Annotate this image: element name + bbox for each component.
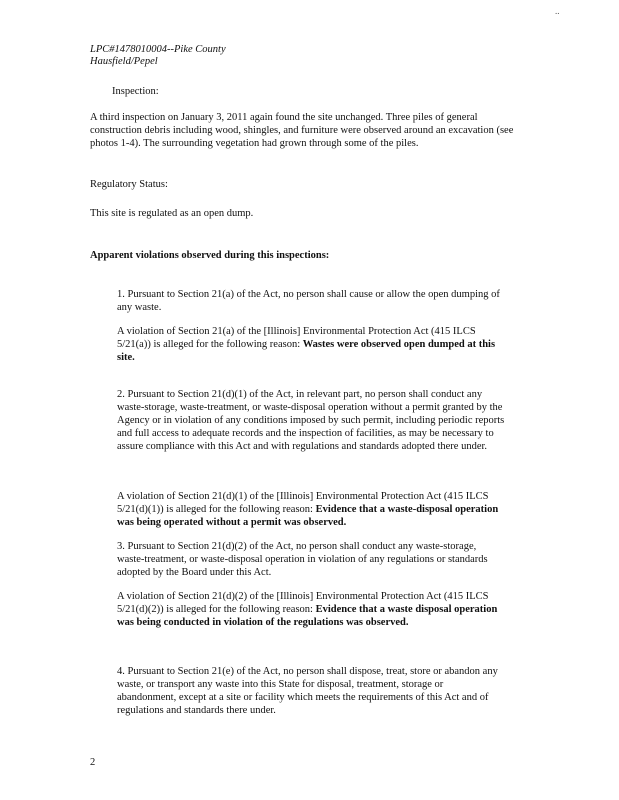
allegation-text: A violation of Section 21(d)(1) of the [Illinois] Environmental Protection Act (415 ILCS 5/21(d)(1)) is alleged for the following reason: — [117, 491, 489, 515]
violation-allegation-2 — [117, 490, 505, 529]
allegation-text: A violation of Section 21(a) of the [Illinois] Environmental Protection Act (415 ILCS 5/21(a)) is alleged for the following reason: — [117, 326, 476, 350]
section-label-regulatory: Regulatory Status: — [90, 179, 168, 190]
header-case-number: LPC#1478010004--Pike County — [90, 44, 226, 55]
page-number: 2 — [90, 757, 96, 768]
violation-allegation-3 — [117, 590, 505, 629]
allegation-text: A violation of Section 21(d)(2) of the [Illinois] Environmental Protection Act (415 ILCS 5/21(d)(2)) is alleged for the following reason: — [117, 591, 489, 615]
header-parties: Hausfield/Pepel — [90, 56, 158, 67]
violation-item-2: 2. Pursuant to Section 21(d)(1) of the Act, in relevant part, no person shall conduct any waste-storage, waste-treatment, or waste-disposal operation without a permit granted by the Agency or in violation of any conditions imposed by such permit, including periodic reports and full access to adequate records and the inspection of facilities, as may be necessary to assure compliance with this Act and with regulations and standards adopted there under. — [117, 389, 505, 452]
violation-item-1: 1. Pursuant to Section 21(a) of the Act, no person shall cause or allow the open dumping of any waste. — [117, 289, 500, 313]
allegation-reason: Evidence that a waste-disposal operation was being operated without a permit was observed. — [117, 504, 499, 528]
allegation-reason: Evidence that a waste disposal operation was being conducted in violation of the regulations was observed. — [117, 604, 498, 628]
corner-mark: .. — [555, 6, 560, 16]
document-header — [90, 44, 226, 68]
violation-item-3: 3. Pursuant to Section 21(d)(2) of the Act, no person shall conduct any waste-storage, waste-treatment, or waste-disposal operation in violation of any regulations or standards adopted by the Board under this Act. — [117, 541, 488, 578]
allegation-reason: Wastes were observed open dumped at this site. — [117, 339, 496, 363]
violation-allegation-1 — [117, 325, 505, 364]
section-label-inspection: Inspection: — [112, 86, 159, 97]
violation-item-4: 4. Pursuant to Section 21(e) of the Act, no person shall dispose, treat, store or abandon any waste, or transport any waste into this State for disposal, treatment, storage or abandonment, except at a site or facility which meets the requirements of this Act and of regulations and standards there under. — [117, 666, 498, 716]
violations-heading: Apparent violations observed during this inspections: — [90, 250, 330, 261]
regulatory-paragraph: This site is regulated as an open dump. — [90, 208, 254, 219]
inspection-paragraph: A third inspection on January 3, 2011 again found the site unchanged. Three piles of general construction debris including wood, shingles, and furniture were observed around an excavation (see photos 1-4). The surrounding vegetation had grown through some of the piles. — [90, 112, 514, 149]
